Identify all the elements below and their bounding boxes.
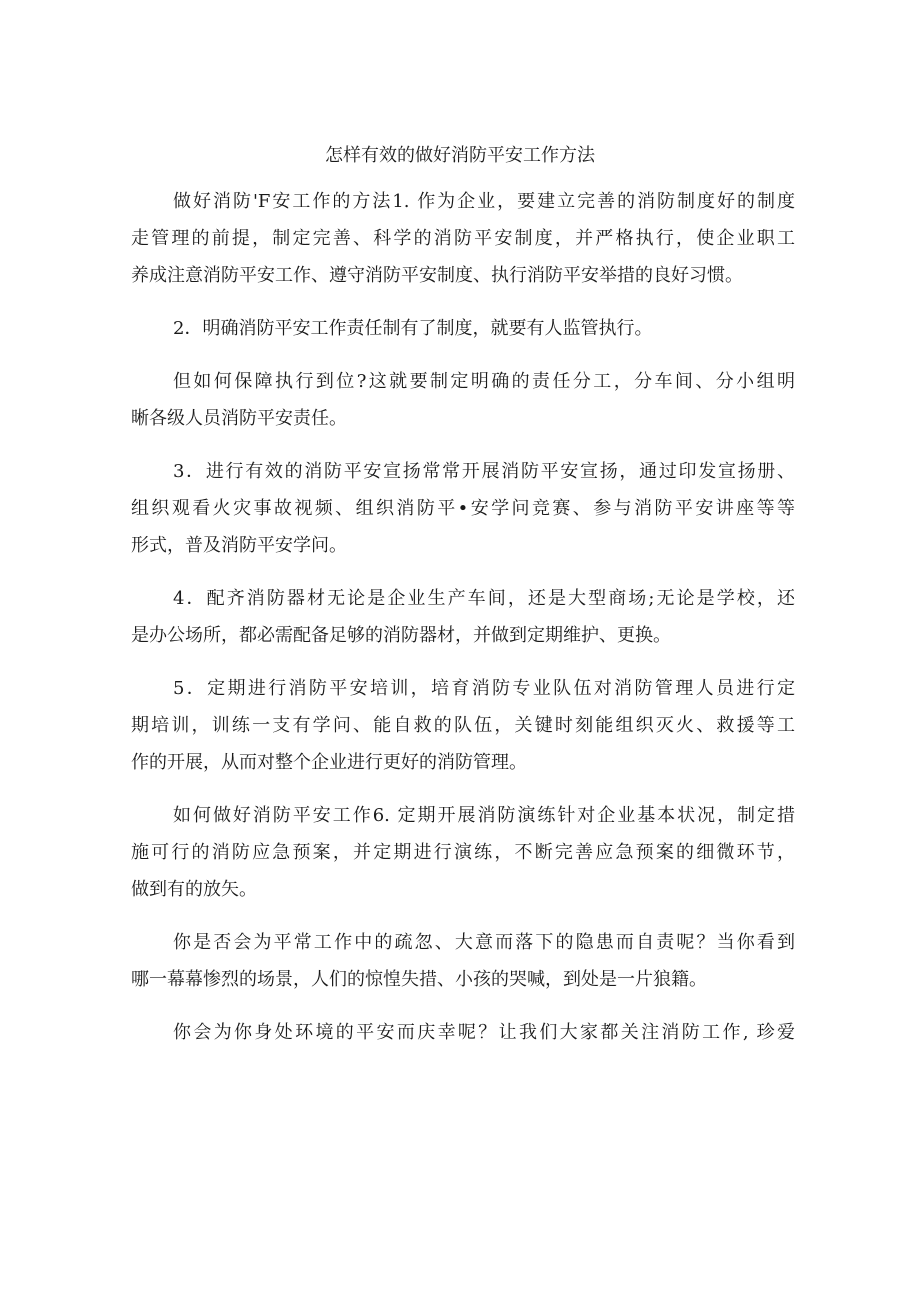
text-line: 是办公场所，都必需配备足够的消防器材，并做到定期维护、更换。 [131,625,671,646]
text-line: 形式，普及消防平安学问。 [131,535,347,556]
text-line: 组织观看火灾事故视频、组织消防平•安学问竞赛、参与消防平安讲座等等 [131,498,795,519]
paragraph [131,453,795,564]
text-line: 养成注意消防平安工作、遵守消防平安制度、执行消防平安举措的良好习惯。 [131,265,743,286]
paragraph [131,363,795,437]
paragraph [131,310,795,347]
text-line: 你会为你身处环境的平安而庆幸呢？让我们大家都关注消防工作, 珍爱 [173,1022,795,1043]
text-line: 哪一幕幕惨烈的场景，人们的惊惶失措、小孩的哭喊，到处是一片狼籍。 [131,969,707,990]
text-line: 作的开展，从而对整个企业进行更好的消防管理。 [131,752,527,773]
text-line: 你是否会为平常工作中的疏忽、大意而落下的隐患而自责呢？当你看到 [173,932,795,953]
text-line: 5．定期进行消防平安培训，培育消防专业队伍对消防管理人员进行定 [173,678,795,699]
text-line: 做好消防'F安工作的方法1. 作为企业，要建立完善的消防制度好的制度 [173,191,795,212]
text-line: 2．明确消防平安工作责任制有了制度，就要有人监管执行。 [173,318,653,339]
text-line: 施可行的消防应急预案，并定期进行演练，不断完善应急预案的细微环节， [131,842,795,863]
text-line: 期培训，训练一支有学问、能自救的队伍，关键时刻能组织灭火、救援等工 [131,715,795,736]
paragraph [131,183,795,294]
paragraph [131,924,795,998]
text-line: 但如何保障执行到位?这就要制定明确的责任分工，分车间、分小组明 [173,371,795,392]
text-line: 如何做好消防平安工作6. 定期开展消防演练针对企业基本状况，制定措 [173,805,795,826]
paragraph [131,797,795,908]
text-line: 晰各级人员消防平安责任。 [131,408,347,429]
text-line: 3．进行有效的消防平安宣扬常常开展消防平安宣扬，通过印发宣扬册、 [173,461,795,482]
paragraph [131,580,795,654]
text-line: 走管理的前提，制定完善、科学的消防平安制度，并严格执行，使企业职工 [131,228,795,249]
paragraph [131,670,795,781]
text-line: 做到有的放矢。 [131,879,257,900]
paragraph [131,1014,795,1051]
text-line: 4．配齐消防器材无论是企业生产车间，还是大型商场;无论是学校，还 [173,588,795,609]
document-body [131,183,795,1067]
document-title: 怎样有效的做好消防平安工作方法 [325,145,595,166]
